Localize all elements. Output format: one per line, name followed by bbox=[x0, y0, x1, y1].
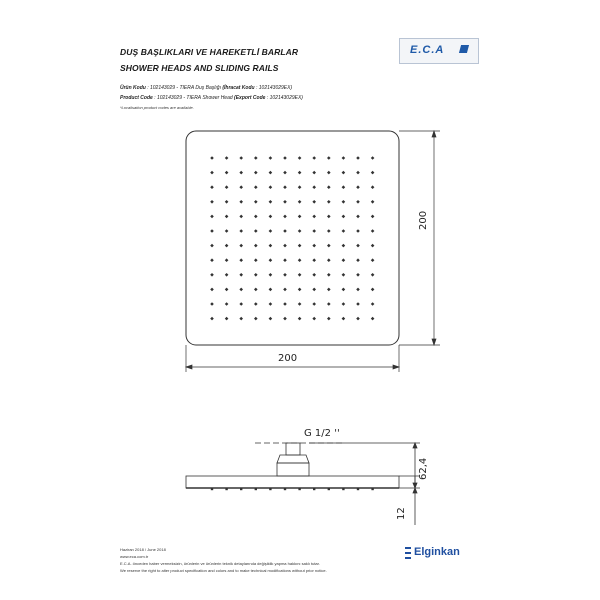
nozzle-dot bbox=[283, 156, 287, 160]
nozzle-dot bbox=[371, 156, 375, 160]
nozzle-dot bbox=[283, 258, 287, 262]
nozzle-dot bbox=[283, 185, 287, 189]
nozzle-dot bbox=[298, 317, 302, 321]
title-tr: DUŞ BAŞLIKLARI VE HAREKETLİ BARLAR bbox=[120, 47, 299, 57]
nozzle-dot bbox=[283, 288, 287, 292]
nozzle-dot bbox=[327, 288, 331, 292]
nozzle-dot bbox=[210, 258, 214, 262]
height-label: 200 bbox=[418, 210, 429, 230]
nozzle-dot bbox=[356, 200, 360, 204]
nozzle-dot bbox=[283, 229, 287, 233]
thread-label: G 1/2 '' bbox=[304, 428, 340, 439]
nozzle-dot bbox=[254, 156, 258, 160]
export-code-en-label: (Export Code bbox=[234, 95, 266, 101]
nozzle-dot bbox=[356, 185, 360, 189]
total-height-label: 62,4 bbox=[418, 457, 429, 480]
nozzle-dot bbox=[356, 156, 360, 160]
nozzle-dot bbox=[298, 171, 302, 175]
nozzle-dot bbox=[298, 288, 302, 292]
nozzle-dot bbox=[342, 171, 346, 175]
nozzle-dot bbox=[298, 185, 302, 189]
nozzle-dot bbox=[283, 171, 287, 175]
nozzle-dot bbox=[225, 273, 229, 277]
nozzle-dot bbox=[327, 258, 331, 262]
nozzle-dot bbox=[210, 215, 214, 219]
nozzle-dot bbox=[298, 229, 302, 233]
nozzle-dot bbox=[327, 317, 331, 321]
nozzle-dot bbox=[298, 302, 302, 306]
footer-disclaimer-en: We reserve the right to alter product specification and colors and to make technical modifications without prior notice. bbox=[120, 568, 327, 573]
side-nozzle-tick bbox=[284, 488, 286, 490]
nozzle-dot bbox=[298, 244, 302, 248]
nozzle-dot bbox=[371, 273, 375, 277]
nozzle-dot bbox=[312, 156, 316, 160]
export-code-en-value: : 102143029EX) bbox=[266, 95, 303, 101]
nozzle-dot bbox=[371, 215, 375, 219]
nozzle-dot bbox=[210, 317, 214, 321]
nozzle-dot bbox=[371, 258, 375, 262]
nozzle-dot bbox=[327, 302, 331, 306]
nozzle-dot bbox=[356, 215, 360, 219]
nozzle-dot bbox=[356, 288, 360, 292]
nozzle-dot bbox=[269, 273, 273, 277]
nozzle-dot bbox=[371, 171, 375, 175]
nozzle-dot bbox=[210, 185, 214, 189]
nozzle-dot bbox=[254, 288, 258, 292]
nozzle-dot bbox=[269, 317, 273, 321]
side-nozzle-tick bbox=[342, 488, 344, 490]
nozzle-dot bbox=[312, 288, 316, 292]
nozzle-dot bbox=[254, 215, 258, 219]
nozzle-dot bbox=[312, 185, 316, 189]
nozzle-dot bbox=[327, 229, 331, 233]
nozzle-dot bbox=[298, 156, 302, 160]
nozzle-dot bbox=[342, 273, 346, 277]
nozzle-dot bbox=[254, 317, 258, 321]
nozzle-dot bbox=[283, 200, 287, 204]
nozzle-dot bbox=[283, 317, 287, 321]
nozzle-dot bbox=[312, 273, 316, 277]
nozzle-dot bbox=[371, 302, 375, 306]
side-nozzle-tick bbox=[328, 488, 330, 490]
connector-nut bbox=[277, 455, 309, 463]
nozzle-dot bbox=[269, 244, 273, 248]
nozzle-dot bbox=[239, 273, 243, 277]
nozzle-dot bbox=[269, 215, 273, 219]
nozzle-dot bbox=[327, 200, 331, 204]
nozzle-dot bbox=[225, 244, 229, 248]
footer-disclaimer-tr: E.C.A. önceden haber vermeksizin, ürünlerin ve ürünlerin teknik detaylarında değişiklik yapma hakkını saklı tutar. bbox=[120, 561, 320, 566]
nozzle-dot bbox=[210, 273, 214, 277]
nozzle-dot bbox=[283, 302, 287, 306]
nozzle-dot bbox=[356, 273, 360, 277]
nozzle-dot bbox=[269, 288, 273, 292]
side-nozzle-tick bbox=[240, 488, 242, 490]
nozzle-dot bbox=[342, 302, 346, 306]
nozzle-dot bbox=[225, 258, 229, 262]
product-code-en-value: : 102143029 - TIERA Shower Head bbox=[154, 95, 233, 101]
nozzle-dot bbox=[327, 215, 331, 219]
nozzle-dot bbox=[312, 171, 316, 175]
nozzle-dot bbox=[312, 317, 316, 321]
nozzle-dot bbox=[210, 171, 214, 175]
nozzle-dot bbox=[225, 302, 229, 306]
nozzle-dot bbox=[356, 244, 360, 248]
nozzle-dot bbox=[239, 200, 243, 204]
nozzle-dot bbox=[312, 215, 316, 219]
nozzle-dot bbox=[254, 171, 258, 175]
nozzle-dot bbox=[327, 156, 331, 160]
nozzle-dot bbox=[254, 302, 258, 306]
nozzle-dot bbox=[210, 156, 214, 160]
nozzle-dot bbox=[239, 171, 243, 175]
nozzle-dot bbox=[356, 171, 360, 175]
nozzle-dot bbox=[269, 302, 273, 306]
nozzle-dot bbox=[298, 215, 302, 219]
side-nozzle-tick bbox=[313, 488, 315, 490]
product-code-en-label: Product Code bbox=[120, 95, 153, 101]
nozzle-dot bbox=[283, 215, 287, 219]
nozzle-dot bbox=[225, 317, 229, 321]
elginkan-logo-text: Elginkan bbox=[414, 546, 460, 558]
nozzle-dot bbox=[254, 229, 258, 233]
nozzle-dot bbox=[312, 258, 316, 262]
product-code-tr-label: Ürün Kodu bbox=[120, 85, 146, 91]
nozzle-grid bbox=[210, 156, 374, 320]
nozzle-dot bbox=[269, 156, 273, 160]
nozzle-dot bbox=[283, 244, 287, 248]
nozzle-dot bbox=[371, 229, 375, 233]
nozzle-dot bbox=[269, 200, 273, 204]
nozzle-dot bbox=[254, 258, 258, 262]
elginkan-logo-mark bbox=[405, 547, 411, 559]
title-en: SHOWER HEADS AND SLIDING RAILS bbox=[120, 63, 279, 73]
nozzle-dot bbox=[225, 185, 229, 189]
nozzle-dot bbox=[283, 273, 287, 277]
side-nozzle-tick bbox=[211, 488, 213, 490]
nozzle-dot bbox=[254, 273, 258, 277]
nozzle-dot bbox=[239, 229, 243, 233]
nozzle-dot bbox=[312, 244, 316, 248]
nozzle-dot bbox=[239, 156, 243, 160]
nozzle-dot bbox=[239, 317, 243, 321]
nozzle-dot bbox=[239, 244, 243, 248]
height-dimension bbox=[399, 131, 440, 345]
nozzle-dot bbox=[312, 302, 316, 306]
nozzle-dot bbox=[371, 244, 375, 248]
side-nozzle-tick bbox=[371, 488, 373, 490]
nozzle-dot bbox=[371, 200, 375, 204]
nozzle-dot bbox=[327, 185, 331, 189]
side-plate bbox=[186, 476, 399, 488]
nozzle-dot bbox=[254, 244, 258, 248]
nozzle-dot bbox=[371, 317, 375, 321]
export-code-tr-value: : 102143029EX) bbox=[255, 85, 293, 91]
nozzle-dot bbox=[254, 200, 258, 204]
side-nozzle-tick bbox=[269, 488, 271, 490]
nozzle-dot bbox=[269, 258, 273, 262]
side-nozzle-tick bbox=[298, 488, 300, 490]
nozzle-dot bbox=[210, 302, 214, 306]
footer-url: www.eca.com.tr bbox=[120, 554, 149, 559]
localisation-note: *Localisation product codes are available. bbox=[120, 105, 194, 110]
nozzle-dot bbox=[239, 185, 243, 189]
nozzle-dot bbox=[356, 302, 360, 306]
nozzle-dot bbox=[371, 185, 375, 189]
connector-top bbox=[286, 443, 300, 455]
shower-plate-outline bbox=[186, 131, 399, 345]
nozzle-dot bbox=[342, 215, 346, 219]
nozzle-dot bbox=[312, 200, 316, 204]
nozzle-dot bbox=[327, 171, 331, 175]
nozzle-dot bbox=[356, 258, 360, 262]
nozzle-dot bbox=[342, 258, 346, 262]
connector-body bbox=[277, 463, 309, 476]
nozzle-dot bbox=[298, 258, 302, 262]
nozzle-dot bbox=[225, 171, 229, 175]
elginkan-logo bbox=[405, 546, 480, 560]
nozzle-dot bbox=[342, 229, 346, 233]
plate-thickness-label: 12 bbox=[396, 507, 407, 520]
nozzle-dot bbox=[342, 317, 346, 321]
nozzle-dot bbox=[356, 317, 360, 321]
eca-logo-text: E.C.A bbox=[410, 44, 445, 56]
nozzle-dot bbox=[225, 156, 229, 160]
width-label: 200 bbox=[278, 353, 298, 364]
footer-date: Haziran 2018 / June 2018 bbox=[120, 547, 166, 552]
side-nozzle-tick bbox=[225, 488, 227, 490]
nozzle-dot bbox=[210, 229, 214, 233]
nozzle-dot bbox=[269, 229, 273, 233]
nozzle-dot bbox=[269, 171, 273, 175]
side-nozzle-tick bbox=[255, 488, 257, 490]
nozzle-dot bbox=[239, 258, 243, 262]
nozzle-dot bbox=[239, 288, 243, 292]
nozzle-dot bbox=[342, 185, 346, 189]
nozzle-dot bbox=[298, 273, 302, 277]
nozzle-dot bbox=[225, 229, 229, 233]
nozzle-dot bbox=[254, 185, 258, 189]
nozzle-dot bbox=[327, 273, 331, 277]
nozzle-dot bbox=[210, 244, 214, 248]
nozzle-dot bbox=[239, 215, 243, 219]
product-code-tr-value: : 102143029 - TIERA Duş Başlığı bbox=[147, 85, 221, 91]
nozzle-dot bbox=[298, 200, 302, 204]
nozzle-dot bbox=[342, 200, 346, 204]
nozzle-dot bbox=[342, 244, 346, 248]
nozzle-dot bbox=[342, 288, 346, 292]
nozzle-dot bbox=[225, 215, 229, 219]
nozzle-dot bbox=[269, 185, 273, 189]
nozzle-dot bbox=[356, 229, 360, 233]
nozzle-dot bbox=[342, 156, 346, 160]
nozzle-dot bbox=[312, 229, 316, 233]
nozzle-dot bbox=[327, 244, 331, 248]
nozzle-dot bbox=[225, 288, 229, 292]
nozzle-dot bbox=[225, 200, 229, 204]
side-view-drawing bbox=[186, 443, 420, 525]
export-code-tr-label: (İhracat Kodu bbox=[222, 85, 255, 91]
side-nozzle-tick bbox=[357, 488, 359, 490]
nozzle-dot bbox=[210, 200, 214, 204]
nozzle-dot bbox=[210, 288, 214, 292]
nozzle-dot bbox=[239, 302, 243, 306]
nozzle-dot bbox=[371, 288, 375, 292]
